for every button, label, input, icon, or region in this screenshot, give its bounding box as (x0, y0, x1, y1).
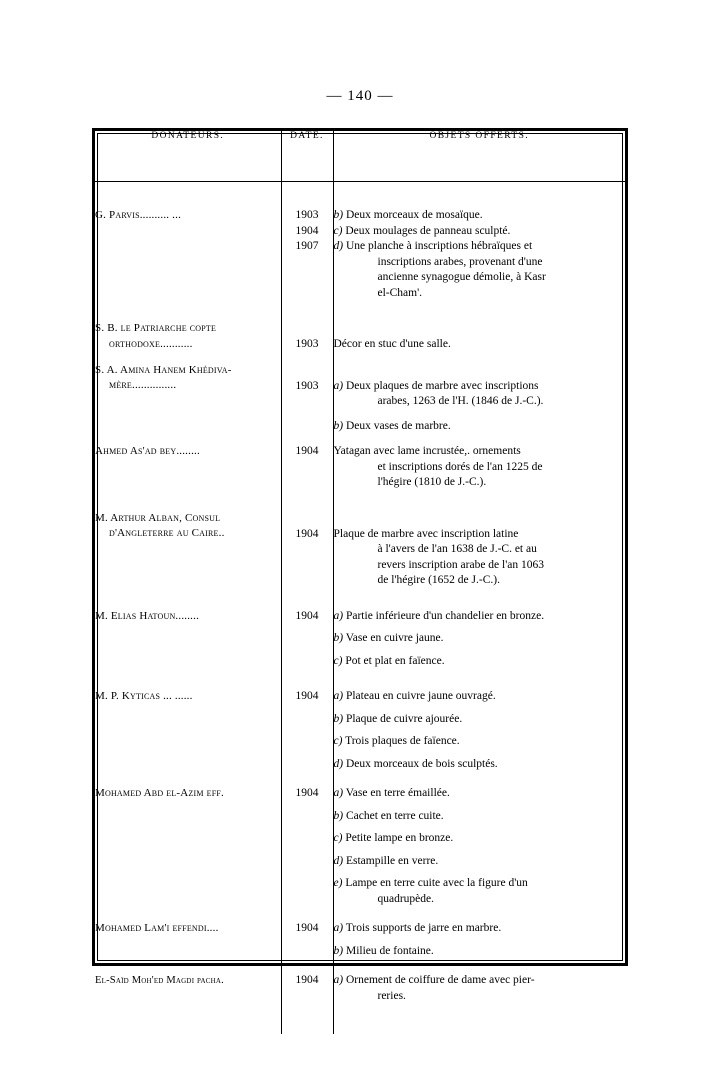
list-item-continuation: el-Cham'. (377, 286, 423, 299)
list-item: e) Lampe en terre cuite avec la figure d'un (333, 877, 528, 889)
table-body (95, 182, 625, 1035)
list-item: a) Ornement de coiffure de dame avec pier- (333, 974, 535, 986)
object-text-continuation: revers inscription arabe de l'an 1063 (377, 558, 545, 571)
objects-cell (333, 786, 625, 907)
donor-cell: El-Saïd Moh'ed Magdi pacha. (95, 973, 281, 1004)
objects-cell (333, 208, 625, 301)
list-item: b) Milieu de fontaine. (333, 944, 434, 957)
date-cell: 1904 (281, 921, 333, 959)
donor-cell: Mohamed Lam'i effendi.... (95, 921, 281, 959)
list-item: c) Trois plaques de faïence. (333, 735, 460, 747)
objects-cell (333, 609, 625, 670)
date-cell: 1904 (281, 786, 333, 907)
list-item: b) Vase en cuivre jaune. (333, 632, 444, 644)
donor-cell: S. A. Amina Hanem Khédiva- mère............... (95, 363, 281, 435)
objects-cell (333, 689, 625, 772)
date-cell: 1904 (281, 973, 333, 1004)
table-row-spacer (95, 959, 625, 973)
table-row (95, 689, 625, 772)
table-row (95, 321, 625, 353)
list-item: c) Pot et plat en faïence. (333, 654, 445, 667)
object-text-continuation: et inscriptions dorés de l'an 1225 de (377, 460, 543, 473)
donations-table (95, 131, 625, 1034)
list-item: a) Plateau en cuivre jaune ouvragé. (333, 690, 496, 702)
objects-cell (333, 363, 625, 435)
list-item: b) Cachet en terre cuite. (333, 809, 444, 822)
table-row-spacer (95, 434, 625, 444)
donor-cell: Ahmed As'ad bey........ (95, 444, 281, 491)
object-text: Yatagan avec lame incrustée,. ornements (333, 445, 521, 457)
table-row (95, 363, 625, 435)
column-header-date: DATE. (281, 131, 333, 182)
list-item-continuation: inscriptions arabes, provenant d'une (377, 255, 543, 268)
table-row-spacer (95, 491, 625, 511)
list-item: a) Partie inférieure d'un chandelier en bronze. (333, 609, 545, 622)
table-header (95, 131, 625, 182)
date-cell: 1903 1904 1907 (281, 208, 333, 301)
list-item: a) Deux plaques de marbre avec inscriptions (333, 379, 539, 392)
objects-cell (333, 444, 625, 491)
table-row-spacer (95, 1004, 625, 1034)
donor-cell: M. Arthur Alban, Consul d'Angleterre au Caire.. (95, 511, 281, 589)
date-cell: 1904 (281, 609, 333, 670)
table-row-spacer (95, 907, 625, 921)
list-item-continuation: quadrupède. (377, 892, 435, 905)
table-row (95, 786, 625, 907)
page-number: — 140 — (326, 88, 394, 104)
table-row-spacer (95, 589, 625, 609)
objects-cell (333, 921, 625, 959)
list-item-continuation: ancienne synagogue démolie, à Kasr (377, 271, 546, 283)
table-row-spacer (95, 772, 625, 786)
list-item: a) Vase en terre émaillée. (333, 787, 450, 799)
list-item: a) Trois supports de jarre en marbre. (333, 922, 502, 934)
column-header-objects: OBJETS OFFERTS. (333, 131, 625, 182)
table-row-spacer (95, 353, 625, 363)
list-item: d) Deux morceaux de bois sculptés. (333, 757, 498, 770)
table-row (95, 511, 625, 589)
list-item: c) Deux moulages de panneau sculpté. (333, 224, 511, 237)
list-item-continuation: reries. (377, 989, 406, 1002)
donor-cell: G. Parvis.......... ... (95, 208, 281, 301)
table-row (95, 609, 625, 670)
date-cell: 1903 (281, 363, 333, 435)
column-header-donors: DONATEURS. (95, 131, 281, 182)
list-item: b) Plaque de cuivre ajourée. (333, 712, 463, 725)
table-header-row (95, 131, 625, 182)
date-cell: 1904 (281, 511, 333, 589)
object-text-continuation: l'hégire (1810 de J.-C.). (377, 476, 487, 488)
objects-cell (333, 321, 625, 353)
date-cell: 1903 (281, 321, 333, 353)
donor-cell: M. Elias Hatoun........ (95, 609, 281, 670)
table-row (95, 973, 625, 1004)
table-row (95, 444, 625, 491)
list-item: d) Estampille en verre. (333, 854, 439, 867)
object-text: Décor en stuc d'une salle. (333, 338, 451, 350)
table-row-spacer (95, 301, 625, 321)
list-item: d) Une planche à inscriptions hébraïques et (333, 240, 533, 252)
table-row-spacer (95, 669, 625, 689)
table-row (95, 921, 625, 959)
table-row-spacer (95, 182, 625, 209)
list-item-continuation: arabes, 1263 de l'H. (1846 de J.-C.). (377, 395, 544, 407)
object-text-continuation: à l'avers de l'an 1638 de J.-C. et au (377, 543, 537, 555)
objects-cell (333, 973, 625, 1004)
date-cell: 1904 (281, 689, 333, 772)
object-text: Plaque de marbre avec inscription latine (333, 527, 519, 540)
objects-cell (333, 511, 625, 589)
list-item: b) Deux vases de marbre. (333, 419, 451, 432)
date-cell: 1904 (281, 444, 333, 491)
list-item: b) Deux morceaux de mosaïque. (333, 209, 483, 221)
table-row (95, 208, 625, 301)
object-text-continuation: de l'hégire (1652 de J.-C.). (377, 574, 500, 586)
donor-cell: Mohamed Abd el-Azim eff. (95, 786, 281, 907)
donor-cell: M. P. Kyticas ... ...... (95, 689, 281, 772)
donor-cell: S. B. le Patriarche copte orthodoxe........... (95, 321, 281, 353)
list-item: c) Petite lampe en bronze. (333, 832, 454, 844)
